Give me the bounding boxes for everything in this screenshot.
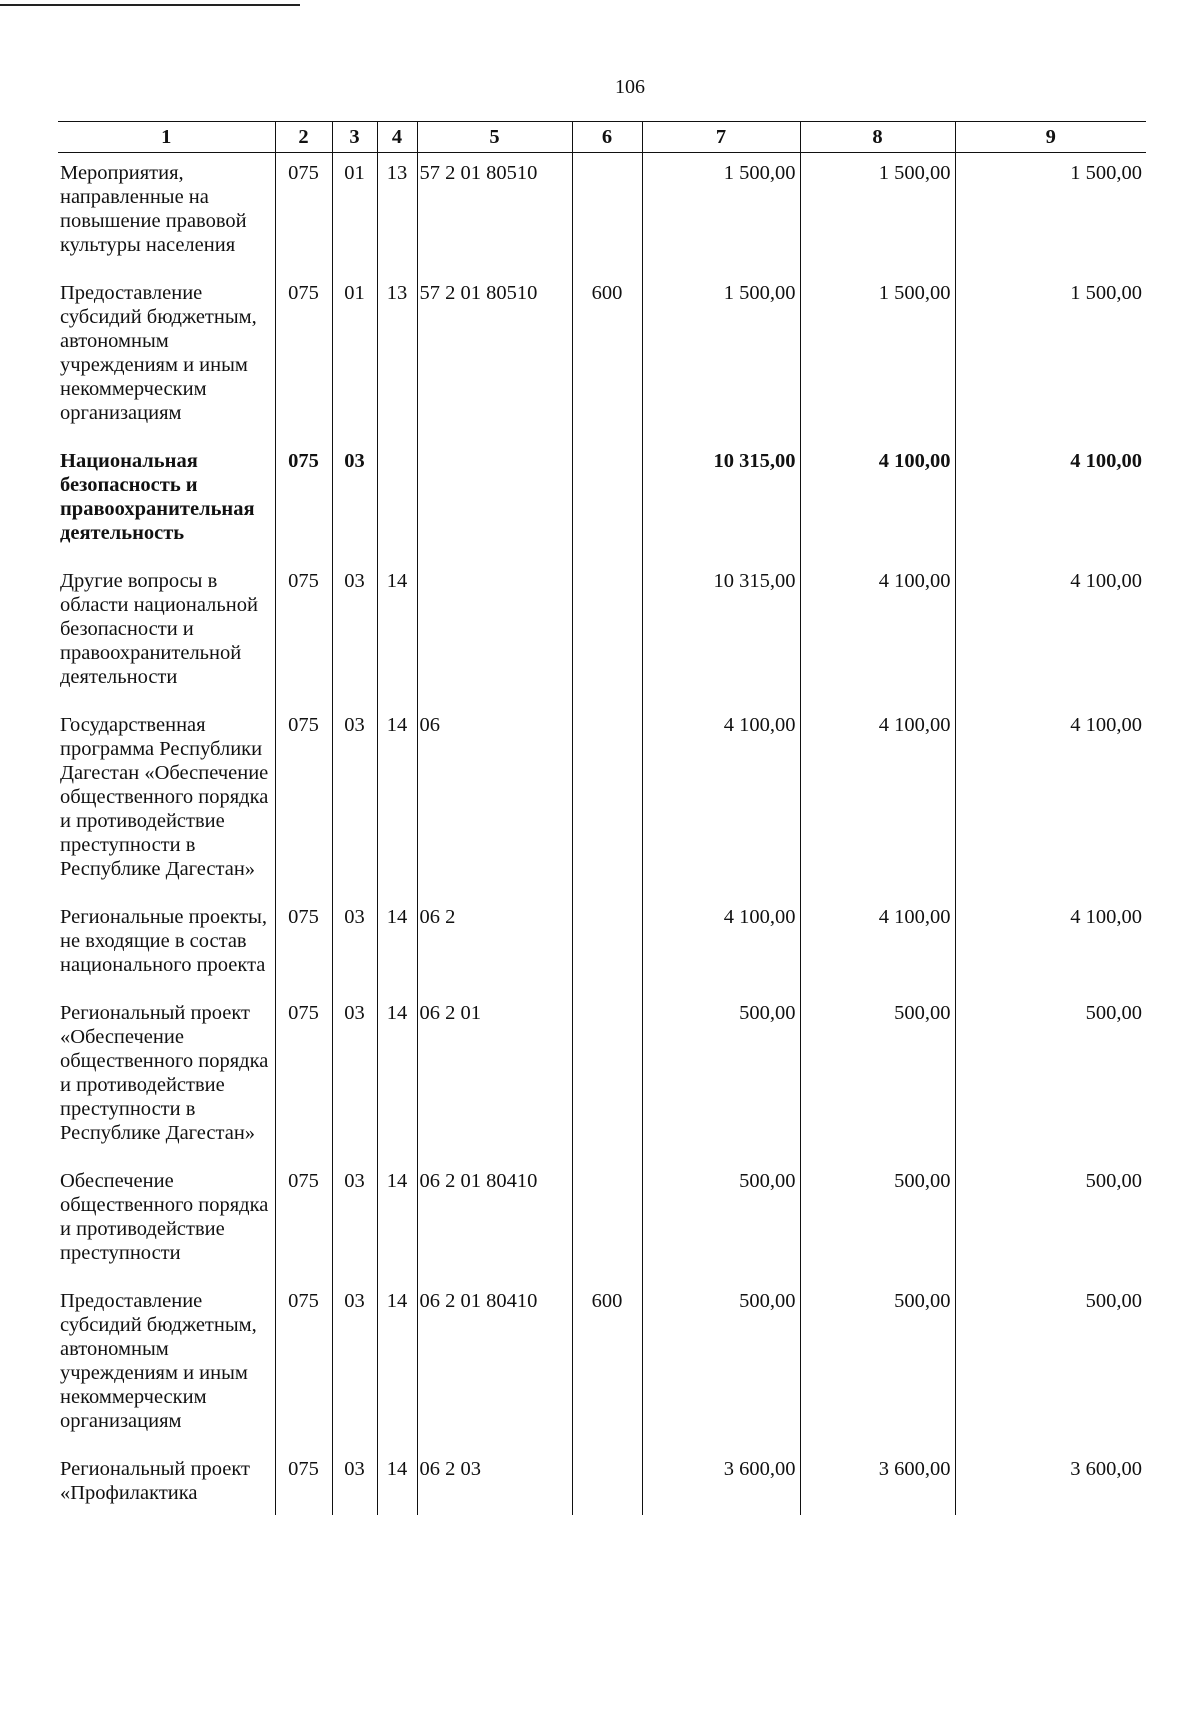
row-expense-type [572,993,642,1161]
page-number: 106 [615,76,645,98]
row-target-article: 06 [417,705,572,897]
row-amount-col-8: 4 100,00 [800,897,955,993]
row-amount-col-8: 4 100,00 [800,441,955,561]
table-row [58,1449,1146,1515]
row-ministry-code: 075 [275,561,332,705]
row-section-code: 03 [332,1161,377,1281]
row-target-article: 06 2 01 80410 [417,1281,572,1449]
row-name-cell: Предоставление субсидий бюджетным, автономным учреждениям и иным некоммерческим организациям [60,282,257,424]
row-ministry-code: 075 [275,153,332,274]
row-amount-col-9: 4 100,00 [955,561,1146,705]
row-amount-col-7: 4 100,00 [642,897,800,993]
row-amount-col-7: 500,00 [642,1281,800,1449]
table-row [58,273,1146,441]
row-subsection-code: 14 [377,897,417,993]
row-amount-col-7: 1 500,00 [642,273,800,441]
row-amount-col-9: 3 600,00 [955,1449,1146,1515]
row-subsection-code: 13 [377,273,417,441]
header-col-9: 9 [955,122,1146,153]
table-row [58,1161,1146,1281]
row-amount-col-9: 1 500,00 [955,273,1146,441]
row-name-cell: Региональный проект «Профилактика [60,1458,250,1504]
table-row [58,897,1146,993]
row-amount-col-7: 4 100,00 [642,705,800,897]
row-ministry-code: 075 [275,273,332,441]
header-col-7: 7 [642,122,800,153]
row-amount-col-8: 3 600,00 [800,1449,955,1515]
header-row [58,122,1146,153]
row-name-cell: Предоставление субсидий бюджетным, автономным учреждениям и иным некоммерческим организациям [60,1290,257,1432]
table-row [58,705,1146,897]
header-col-8: 8 [800,122,955,153]
row-amount-col-7: 500,00 [642,993,800,1161]
scan-border-line [0,4,300,6]
row-name-cell: Региональный проект «Обеспечение общественного порядка и противодействие преступности в Республике Дагестан» [60,1002,269,1144]
budget-table [58,121,1146,1515]
header-col-2: 2 [275,122,332,153]
row-amount-col-8: 500,00 [800,1161,955,1281]
row-target-article [417,561,572,705]
row-section-code: 03 [332,897,377,993]
row-target-article: 57 2 01 80510 [417,153,572,274]
row-subsection-code: 14 [377,561,417,705]
row-expense-type: 600 [572,273,642,441]
row-target-article: 57 2 01 80510 [417,273,572,441]
row-name-cell: Государственная программа Республики Дагестан «Обеспечение общественного порядка и противодействие преступности в Республике Дагестан» [60,714,269,880]
row-amount-col-9: 500,00 [955,1281,1146,1449]
row-name-cell: Мероприятия, направленные на повышение правовой культуры населения [60,162,247,256]
header-col-5: 5 [417,122,572,153]
row-name-cell: Региональные проекты, не входящие в состав национального проекта [60,906,268,976]
row-subsection-code: 13 [377,153,417,274]
row-section-code: 03 [332,1449,377,1515]
row-amount-col-8: 500,00 [800,993,955,1161]
row-ministry-code: 075 [275,993,332,1161]
row-expense-type: 600 [572,1281,642,1449]
row-expense-type [572,1449,642,1515]
table-row-section [58,441,1146,561]
row-amount-col-8: 4 100,00 [800,561,955,705]
table-row [58,1281,1146,1449]
row-expense-type [572,1161,642,1281]
header-col-6: 6 [572,122,642,153]
row-subsection-code: 14 [377,705,417,897]
row-ministry-code: 075 [275,705,332,897]
row-target-article: 06 2 [417,897,572,993]
row-amount-col-8: 4 100,00 [800,705,955,897]
row-ministry-code: 075 [275,1161,332,1281]
row-amount-col-9: 500,00 [955,993,1146,1161]
row-amount-col-9: 4 100,00 [955,441,1146,561]
row-amount-col-9: 4 100,00 [955,897,1146,993]
row-section-code: 03 [332,993,377,1161]
row-expense-type [572,897,642,993]
row-section-code: 03 [332,705,377,897]
row-name-cell: Другие вопросы в области национальной безопасности и правоохранительной деятельности [60,570,258,688]
row-section-code: 03 [332,441,377,561]
table-row [58,993,1146,1161]
row-target-article: 06 2 03 [417,1449,572,1515]
row-amount-col-8: 500,00 [800,1281,955,1449]
row-name-cell: Национальная безопасность и правоохранительная деятельность [60,450,255,544]
row-amount-col-9: 500,00 [955,1161,1146,1281]
header-col-3: 3 [332,122,377,153]
row-ministry-code: 075 [275,897,332,993]
row-target-article: 06 2 01 80410 [417,1161,572,1281]
row-expense-type [572,705,642,897]
row-subsection-code: 14 [377,1161,417,1281]
row-amount-col-7: 1 500,00 [642,153,800,274]
row-section-code: 03 [332,1281,377,1449]
row-expense-type [572,441,642,561]
row-subsection-code [377,441,417,561]
row-subsection-code: 14 [377,1449,417,1515]
row-amount-col-8: 1 500,00 [800,153,955,274]
row-section-code: 01 [332,273,377,441]
header-col-1: 1 [58,122,275,153]
row-ministry-code: 075 [275,1281,332,1449]
row-subsection-code: 14 [377,1281,417,1449]
row-amount-col-9: 4 100,00 [955,705,1146,897]
row-ministry-code: 075 [275,1449,332,1515]
row-name-cell: Обеспечение общественного порядка и противодействие преступности [60,1170,269,1264]
row-expense-type [572,561,642,705]
row-amount-col-7: 3 600,00 [642,1449,800,1515]
row-ministry-code: 075 [275,441,332,561]
table-row [58,153,1146,274]
row-amount-col-7: 10 315,00 [642,441,800,561]
row-amount-col-7: 10 315,00 [642,561,800,705]
row-expense-type [572,153,642,274]
row-amount-col-7: 500,00 [642,1161,800,1281]
row-amount-col-8: 1 500,00 [800,273,955,441]
table-row [58,561,1146,705]
row-subsection-code: 14 [377,993,417,1161]
row-target-article [417,441,572,561]
row-section-code: 01 [332,153,377,274]
row-target-article: 06 2 01 [417,993,572,1161]
row-section-code: 03 [332,561,377,705]
header-col-4: 4 [377,122,417,153]
row-amount-col-9: 1 500,00 [955,153,1146,274]
